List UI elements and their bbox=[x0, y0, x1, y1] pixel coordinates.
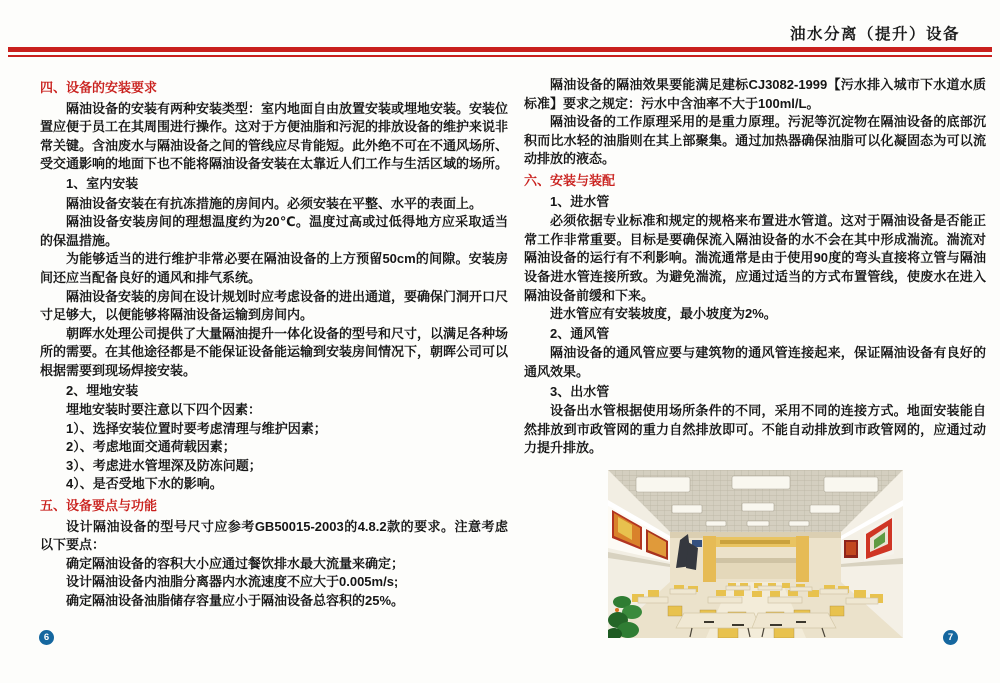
paragraph: 隔油设备的安装有两种安装类型：室内地面自由放置安装或埋地安装。安装位置应便于员工在其周围进行操作。这对于方便油脂和污泥的排放设备的维护来说非常关键。含油废水与隔油设备之间的管线应尽肯能短。此外绝不可在不通风场所、受交通影响的地面下也不能将隔油设备安装在太靠近人们工作与生活区域的场所。 bbox=[40, 100, 509, 172]
section-heading-6: 六、安装与装配 bbox=[524, 172, 616, 188]
paragraph: 埋地安装时要注意以下四个因素： bbox=[66, 402, 262, 418]
subheading-inlet-pipe: 1、进水管 bbox=[550, 193, 610, 209]
paragraph: 设备出水管根据使用场所条件的不同，采用不同的连接方式。地面安装能自然排放到市政管网的重力自然排放即可。不能自动排放到市政管网的，应通过动力提升排放。 bbox=[524, 403, 986, 456]
paragraph: 确定隔油设备的容积大小应通过餐饮排水最大流量来确定； bbox=[66, 555, 405, 571]
serving-counter bbox=[716, 558, 796, 563]
paragraph: 必须依据专业标准和规定的规格来布置进水管道。这对于隔油设备是否能正常工作非常重要。目标是要确保流入隔油设备的水不会在其中形成湍流。湍流对隔油设备的运行有不利影响。湍流通常是由于使用90度的弯头直接将立管与隔油设备进水管连接所致。为避免湍流，应通过适当的方式布置管线，使废水在进入隔油设备前缓和下来。 bbox=[524, 213, 986, 303]
page-number-left: 6 bbox=[39, 630, 54, 645]
cafeteria-photo bbox=[608, 470, 903, 638]
subheading-outlet-pipe: 3、出水管 bbox=[550, 383, 610, 399]
subheading-vent-pipe: 2、通风管 bbox=[550, 325, 610, 341]
subheading-buried-install: 2、埋地安装 bbox=[66, 382, 139, 398]
paragraph: 确定隔油设备油脂储存容量应小于隔油设备总容积的25%。 bbox=[66, 593, 405, 609]
paragraph: 为能够适当的进行维护非常必要在隔油设备的上方预留50cm的间隙。安装房间还应当配备良好的通风和排气系统。 bbox=[40, 251, 508, 285]
section-heading-4: 四、设备的安装要求 bbox=[40, 80, 158, 95]
page-header-title: 油水分离（提升）设备 bbox=[789, 26, 960, 43]
subheading-indoor-install: 1、室内安装 bbox=[66, 175, 139, 191]
paragraph: 隔油设备安装的房间在设计规划时应考虑设备的进出通道，要确保门洞开口尺寸足够大，以便能够将隔油设备运输到房间内。 bbox=[40, 288, 509, 323]
right-page-column bbox=[524, 76, 986, 638]
paragraph: 进水管应有安装坡度，最小坡度为2%。 bbox=[550, 306, 777, 322]
paragraph: 隔油设备安装在有抗冻措施的房间内。必须安装在平整、水平的表面上。 bbox=[66, 195, 483, 211]
paragraph: 设计隔油设备内油脂分离器内水流速度不应大于0.005m/s; bbox=[66, 574, 399, 590]
paragraph: 朝晖水处理公司提供了大量隔油提升一体化设备的型号和尺寸，以满足各种场所的需要。在其他途径都是不能保证设备能运输到安装房间情况下，朝晖公司可以根据需要到现场焊接安装。 bbox=[40, 325, 509, 378]
list-item: 1）、选择安装位置时要考虑清理与维护因素； bbox=[66, 420, 327, 436]
page-number-right: 7 bbox=[943, 630, 958, 645]
left-page-column bbox=[40, 76, 508, 611]
section-heading-5: 五、设备要点与功能 bbox=[40, 498, 158, 514]
list-item: 2）、考虑地面交通荷载因素； bbox=[66, 439, 236, 455]
header-rule-thick bbox=[8, 47, 992, 52]
list-item: 3）、考虑进水管埋深及防冻问题； bbox=[66, 457, 262, 473]
paragraph: 隔油设备安装房间的理想温度约为20℃。温度过高或过低得地方应采取适当的保温措施。 bbox=[40, 214, 508, 248]
list-item: 4）、是否受地下水的影响。 bbox=[66, 476, 223, 492]
paragraph: 隔油设备的通风管应要与建筑物的通风管连接起来，保证隔油设备有良好的通风效果。 bbox=[524, 345, 986, 379]
paragraph: 隔油设备的隔油效果要能满足建标CJ3082-1999【污水排入城市下水道水质标准】要求之规定：污水中含油率不大于100ml/L。 bbox=[524, 77, 986, 111]
paragraph: 设计隔油设备的型号尺寸应参考GB50015-2003的4.8.2款的要求。注意考虑以下要点： bbox=[40, 518, 508, 553]
header-rule-thin bbox=[8, 55, 992, 57]
paragraph: 隔油设备的工作原理采用的是重力原理。污泥等沉淀物在隔油设备的底部沉积而比水轻的油脂则在其上部聚集。通过加热器确保油脂可以化凝固态为可以流动排放的液态。 bbox=[524, 114, 986, 167]
